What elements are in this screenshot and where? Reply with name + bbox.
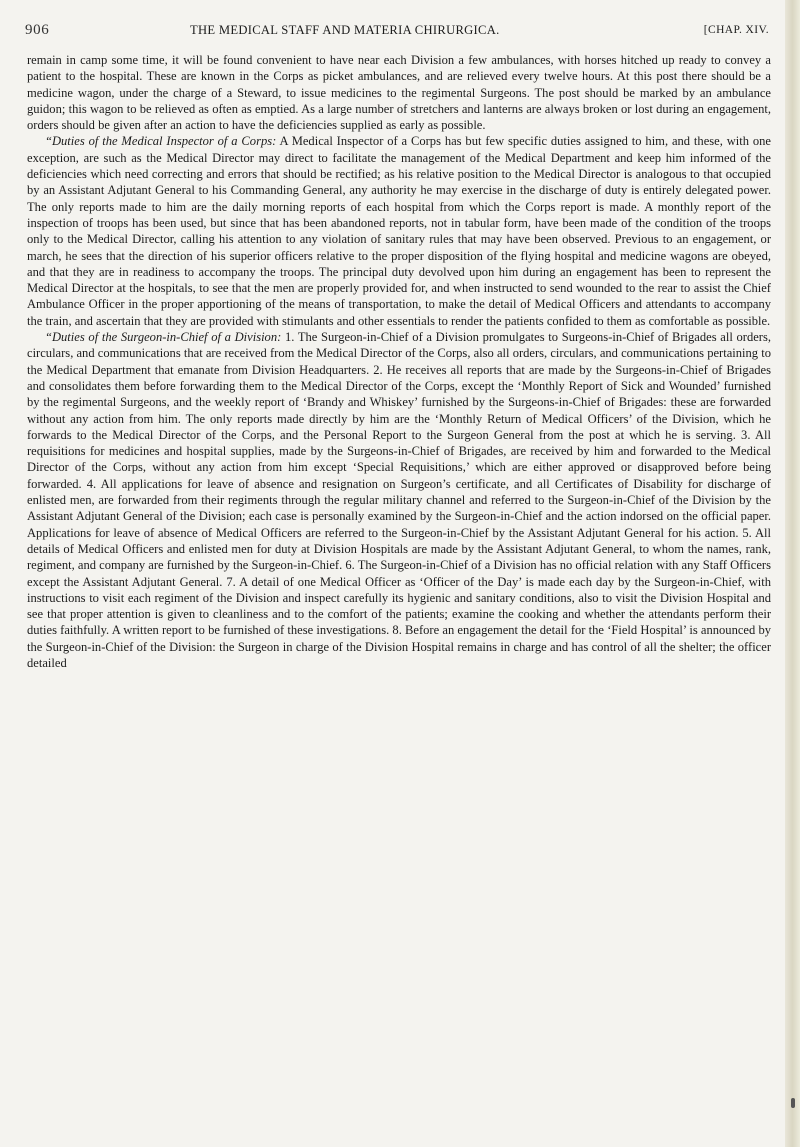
body-text [27, 52, 771, 671]
heading-medical-inspector: “Duties of the Medical Inspector of a Corps: [45, 134, 277, 149]
chapter-label: [CHAP. XIV. [703, 24, 769, 36]
text-surgeon-in-chief: 1. The Surgeon-in-Chief of a Division promulgates to Surgeons-in-Chief of Brigades all orders, circulars, and communications that are received from the Medical Director of the Corps, also all orders, circulars, and communications pertaining to the Medical Department that emanate from Division Headquarters. 2. He receives all reports that are made by the Surgeons-in-Chief of Brigades and consolidates them before forwarding them to the Medical Director of the Corps, except the ‘Monthly Report of Sick and Wounded’ furnished by the regimental Surgeons, and the weekly report of ‘Brandy and Whiskey’ furnished by the Surgeons-in-Chief of Brigades: these are forwarded without any action from him. The only reports made directly by him are the ‘Monthly Return of Medical Officers’ of the Division, which he forwards to the Medical Director of the Corps, and the Personal Report to the Surgeon General from the post at which he is serving. 3. All requisitions for medicines and hospital supplies, made by the Surgeons-in-Chief of Brigades, are received by him and forwarded to the Medical Director of the Corps, without any action from him except ‘Special Requisitions,’ which are either approved or disapproved before being forwarded. 4. All applications for leave of absence and resignation on Surgeon’s certificate, and all Certificates of Disability for discharge of enlisted men, are forwarded from their regiments through the regular military channel and referred to the Surgeon-in-Chief of the Division by the Assistant Adjutant General of the Division; each case is personally examined by the Surgeon-in-Chief and the action indorsed on the official paper. Applications for leave of absence of Medical Officers are referred to the Surgeon-in-Chief by the Assistant Adjutant General for his action. 5. All details of Medical Officers and enlisted men for duty at Division Hospitals are made by the Assistant Adjutant General, to whom the names, rank, regiment, and company are furnished by the Surgeon-in-Chief. 6. The Surgeon-in-Chief of a Division has no official relation with any Staff Officers except the Assistant Adjutant General. 7. A detail of one Medical Officer as ‘Officer of the Day’ is made each day by the Surgeon-in-Chief, with instructions to visit each regiment of the Division and inspect carefully its hygienic and sanitary conditions, also to visit the Division Hospital and see that proper attention is given to cleanliness and to the comfort of the patients; examine the cooking and whether the attendants perform their duties faithfully. A written report to be furnished of these investigations. 8. Before an engagement the detail for the ‘Field Hospital’ is announced by the Surgeon-in-Chief of the Division: the Surgeon in charge of the Division Hospital remains in charge and has control of all the shelter; the officer detailed [27, 330, 771, 670]
edge-mark [791, 1098, 795, 1108]
running-header [25, 20, 777, 42]
running-title: THE MEDICAL STAFF AND MATERIA CHIRURGICA. [190, 23, 500, 37]
paragraph-medical-inspector [27, 133, 771, 329]
page-edge-decoration [785, 0, 800, 1147]
page-number: 906 [25, 22, 50, 38]
paragraph-surgeon-in-chief [27, 329, 771, 671]
heading-surgeon-in-chief: “Duties of the Surgeon-in-Chief of a Division: [45, 330, 282, 345]
text-medical-inspector: A Medical Inspector of a Corps has but few specific duties assigned to him, and these, with one exception, are such as the Medical Director may direct to facilitate the management of the Medical Department and keep him informed of the deficiencies which need correcting and errors that should be rectified; as his relative position to the Medical Director is analogous to that occupied by an Assistant Adjutant General to his Commanding General, any authority he may exercise in the discharge of duty is entirely delegated power. The only reports made to him are the daily morning reports of each hospital from which the Corps report is made. A monthly report of the inspection of troops has been used, but since that has been abandoned reports, not in tabular form, have been made of the condition of the troops only to the Medical Director, calling his attention to any violation of sanitary rules that may have been observed. Previous to an engagement, or march, he sees that the direction of his superior officers relative to the proper disposition of the flying hospital and medicine wagons are obeyed, and that they are in readiness to accompany the troops. The principal duty devolved upon him during an engagement has been to represent the Medical Director at the hospitals, to see that the men are properly provided for, and when instructed to send wounded to the rear to assist the Chief Ambulance Officer in the proper apportioning of the means of transportation, to make the detail of Medical Officers and attendants to accompany the train, and ascertain that they are provided with stimulants and other essentials to render the patients confided to them as comfortable as possible. [27, 134, 772, 328]
paragraph-ambulances: remain in camp some time, it will be found convenient to have near each Division a few ambulances, with horses hitched up ready to convey a patient to the hospital. These are known in the Corps as picket ambulances, and are relieved every twelve hours. At this post there should be a medicine wagon, under the charge of a Steward, to issue medicines to the regimental Surgeons. The post should be marked by an ambulance guidon; this wagon to be relieved as often as emptied. As a large number of stretchers and lanterns are always broken or lost during an engagement, orders should be given after an action to have the deficiencies supplied as early as possible. [27, 53, 771, 133]
